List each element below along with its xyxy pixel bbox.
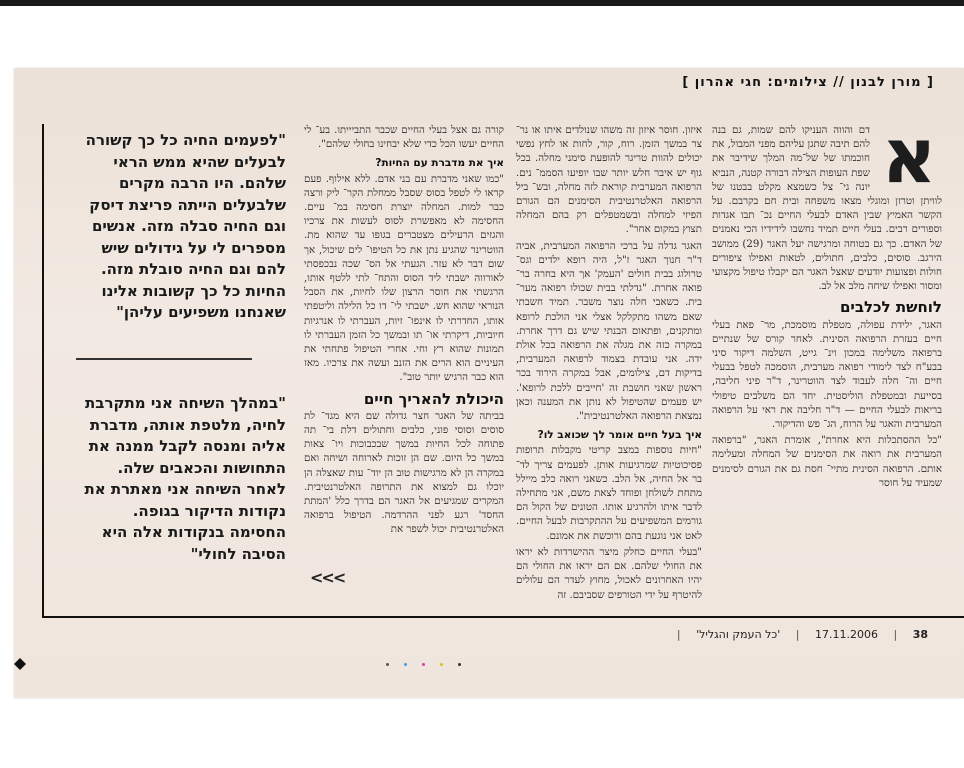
- paragraph: "חיות נוספות במצב קריטי מקבלות תרופות פסיכוטיות שמרגיעות אותן. לפעמים צריך לד־ בר אל החיה, אל הלב. כשאני רואה כלב מיילל מתחת לשולחן ופוחד לצאת משם, אני מתחילה לדבר איתו ולהרגיע אותו. הטונים של הקול הם גורמים המשפיעים על ההתקרבות לבעל החיים. לאט אני נוגעת בהם ורוכשת את אמונם.: [516, 445, 702, 542]
- byline-credit: [ מורן לבנון // צילומים: חגי אהרון ]: [682, 75, 934, 90]
- pull-quote-2: "במהלך השיחה אני מתקרבת לחיה, מלטפת אותה, מדברת אליה ומנסה לקבל ממנה את התחושות והכאבים שלה. לאחר השיחה אני מאתרת את נקודות הדיקור בגופה. החסימה בנקודות אלה היא הסיבה לחולי": [84, 394, 286, 563]
- paragraph: קורה גם אצל בעלי החיים שכבר התביייתו. בע־ לי החיים יעשו הכל כדי שלא יבחינו בחולי שלהם".: [304, 125, 504, 151]
- footer-separator: |: [676, 628, 681, 641]
- article-column-1: [711, 111, 942, 594]
- footer-separator: |: [795, 628, 800, 641]
- newspaper-page: [14, 68, 964, 698]
- subheading: איך את מדברת עם החיות?: [375, 157, 504, 170]
- paragraph: דם והווה העניקו להם שמות, גם בנה להם תיבה שתגן עליהם מפני המבול, את חוכמתו של של־מה המלך שידיבר את שפת העופות הצילה דבורה קטנה, הנביא יונה גי־ צל כשמצא מקלט בבטנו של לוויתן וטרזן ומוגלי מצאו משפחה ובית חם בקרבם. על הקשר האמיץ שבין האדם לבעלי החיים נכ־ תבו אגדות וספורים רבים. בעלי חיים תמיד נחשבו לידידיו הכי נאמנים של האדם. כך גם בטוחה ומרגישה יעל האגר (29) ממושב הירגב. סוסים, כלבים, חתולים, לטאות ואפילו ציפורים חולות ופצועות יודעים שאצל האגר הם יקבלו טיפול מקצועי ומסור ואפילו שיחה מלב אל לב.: [711, 125, 942, 293]
- pull-quote-divider: [76, 358, 252, 360]
- paragraph: האגר גדלה על ברכי הרפואה המערבית, אביה ד"ר חנוך האגר ז"ל, היה רופא ילדים וגס־ טרולוג בבית חולים 'העמק' אך היא בחרה בר־ פואה אחרת. "גדלתי בבית שכולו רפואה מער־ בית. כשאבי חלה נוצר משבר. תמיד חשבתי שאם משהו מתקלקל אצלי אני הולכת לרופא ומתקנים, ופתאום הבנתי שיש גם דרך אחרת. במקרה כזה את מגלה את הרפואה בכל אולת ידה. אני עובדת בצמוד לרפואה המערבית, בדיקות דם, צילומים, אבל במקרה הירוד בכר ראשון שאני חושבת זה 'חייבים ללכת לרופא'. יש פעמים שהטיפול לא נותן את המענה וכאן נמצאת הרפואה האלטרנטיבית".: [516, 240, 702, 423]
- subheading: לוחשת לכלבים: [839, 298, 942, 317]
- footer-separator: |: [893, 628, 898, 641]
- paragraph: איזון. חוסר איזון זה משהו שנולדים איתו או נר־ צר במשך הזמן. רוח, קור, לחות או לחץ נפשי יכולים להוות טריגר להופעת סימני מחלה. בכל גוף יש איבר חלש יותר שבו יופיעו הסממ־ נים. הרפואה המערבית קוראת לזה מחלה, ובש־ ביל הרפואה האלטרנטיבית הסימנים הם הגורם הפיזי למחלה ובשמטפלים רק בהם המחלה תצוץ במקום אחר".: [516, 125, 702, 236]
- subheading: היכולת להאריך חיים: [363, 389, 504, 408]
- paragraph: "כמו שאני מדברת עם בני אדם. ללא אילוף. פעם קראו לי לטפל בסוס שסבל ממחלת הקר־ ליק ורצה כבר למות. המחלה יוצרת חסימה במ־ עיים. החסימה לא מאפשרת לסוס לעשות את צרכיו והגזים הרעילים מצטברים בגופו עד שהוא מת. הווטרינר שהגיע נתן את כל הטיפו־ לים שיכול, אך שום דבר לא עזר. הגעתי אל הס־ שכה נבכפסתי לאורווה ישבתי ליד הסוס והתח־ לתי ללטף אותו, הרגשתי את חוסר הרצון שלו לחיות, את הסבל הנוראי שהוא חש. ישבתי לי־ דו כל הלילה וליטפתי אותו, החדרתי לו אינפו־ זיות, העברתי לו אנרגיות חיוביות, דיקרתי או־ תו ובמשך כל הזמן העברתי לו תמונות שהוא רץ וחי. אחרי הטיפול פתחתי את העיניים הוא הרים את הזנב ועשה את צרכיו. מאז הוא כבר הרגיש יותר טוב".: [304, 173, 504, 384]
- pull-quote-1: "לפעמים החיה כל כך קשורה לבעלים שהיא ממש הראי שלהם. היו הרבה מקרים שלבעלים הייתה פריצת דיסק וגם החיה סבלה מזה. אנשים מספרים לי על גידולים שיש להם וגם החיה סובלת מזה. החיות כל כך קשובות אלינו שאנחנו משפיעים עליהן": [85, 131, 286, 321]
- vertical-rule: [42, 124, 44, 618]
- dropcap-letter: א: [881, 111, 937, 200]
- publication-name: 'כל העמק והגליל': [696, 628, 781, 641]
- paragraph: בביתה של האגר חצר גדולה שם היא מגד־ לת סוסים וסוסי פוני, כלבים וחתולים דלת בי־ תה פתוחה לכל החיות במשך שבכבוכות ויו־ צאות במשך כל היום. שם הן זוכות לארוחה ושיחה ואם במקרה הן לא מרגישות טוב הן יוד־ עות שאצלה הן יוכלו גם למצוא את התרופה האלטרנטיבית. המקרים שמגיעים אל האגר הם בדרך כלל 'המתת החסד' רגע לפני ההרדמה. הטיפול ברפואה האלטרנטיבית יכול לשפר את: [304, 410, 504, 536]
- paragraph: האגר, ילידת עפולה, מטפלת מוסמכת, מר־ פאת בעלי חיים בעזרת הרפואה הסינית. לאחר קורס של שנתיים ברפואה משלימה במכון וינ־ גייט, השלמה דיקור סיני בבע"ח לצד לימודי רפואה מערבית, הוסמכה לטפל בבעלי חיים וה־ חלה לעבוד לצד הווטרינר, ד"ר פיני חליבה, בסייעת ובמטפלת הוליסטית. יחד הם משלבים טיפולי בריאות לבעלי החיים — ד"ר חליבה את ראי על הרפואה המערבית והאגר על הרוח, הג־ פש והדיקור.: [712, 319, 942, 431]
- bottom-rule: [42, 616, 964, 618]
- page-number: 38: [912, 628, 928, 641]
- article-column-2: [516, 124, 702, 601]
- page-footer: [671, 628, 934, 641]
- crop-mark-icon: [14, 658, 26, 670]
- paragraph: "בעלי החיים כחלק מיצר ההישרדות לא יראו את החולי שלהם. אם הם יראו את החולי הם יהיו האחרונים לאכול, מחוץ לעדר הם עלולים להיטרף על ידי הטורפים שסביבם. זה: [516, 546, 702, 601]
- continue-arrows: <<<: [310, 568, 345, 587]
- top-border: [0, 0, 964, 6]
- paragraph: "כל ההסתכלות היא אחרת", אומרת האגר, "ברפואה המערבית את רואה את הסימנים של המחלה ומעלימה אותם. הרפואה הסינית מתיי־ חסת גם את הגורם לסימנים שמעיד על חוסר: [712, 435, 942, 489]
- issue-date: 17.11.2006: [814, 628, 878, 641]
- article-column-3: [304, 124, 504, 564]
- subheading: איך בעל חיים אומר לך שכואב לו?: [537, 429, 702, 442]
